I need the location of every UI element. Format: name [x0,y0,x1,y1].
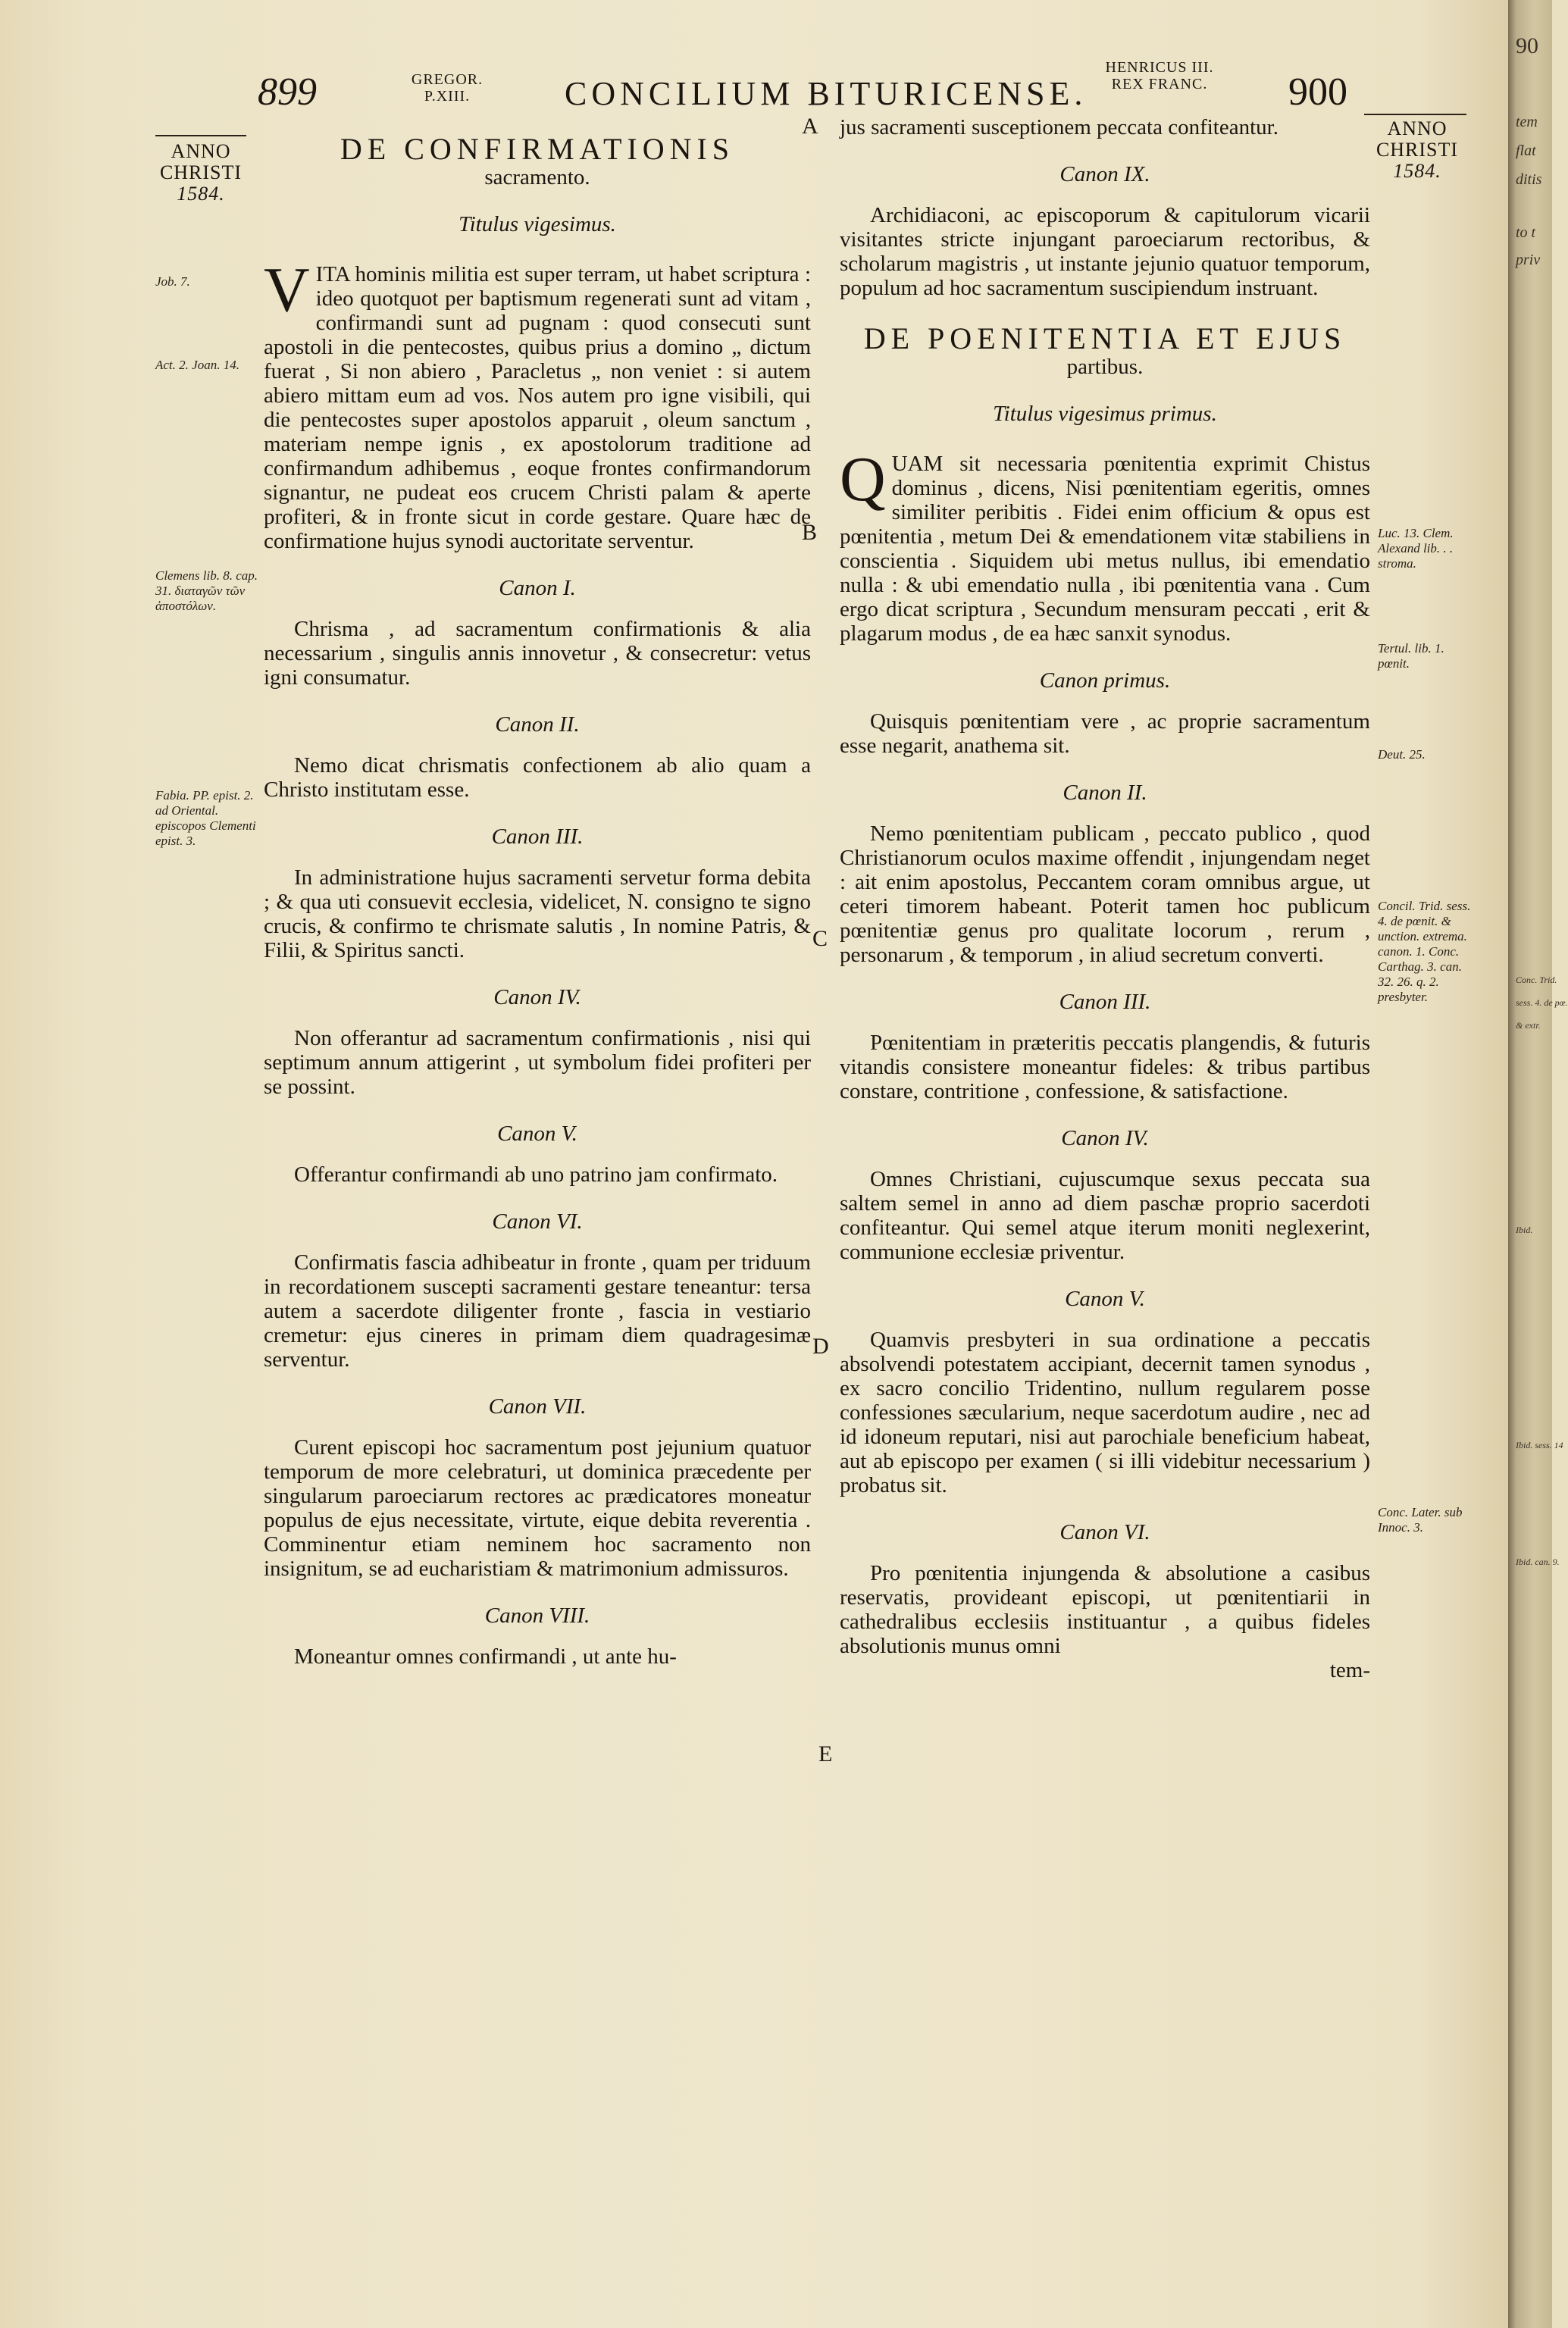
margin-note: Clemens lib. 8. cap. 31. διαταγῶν τῶν ἀποστόλων. [155,568,258,613]
canon-heading: Canon IV. [493,985,581,1009]
page-number-left: 899 [258,70,317,114]
margin-year-left [152,141,250,205]
canon-text: Offerantur confirmandi ab uno patrino jam confirmato. [294,1162,778,1187]
next-page-fragment: sess. 4. de pœ. [1516,997,1568,1008]
section-subtitle: partibus. [1066,355,1144,379]
next-page-fragment: Ibid. can. 9. [1516,1557,1560,1567]
christi-label: CHRISTI [159,161,243,183]
next-page-fragment: & extr. [1516,1020,1541,1031]
pope-label [394,71,500,105]
canon-heading: Canon III. [491,824,584,849]
left-column [264,133,811,1669]
section-letter: B [802,520,818,545]
canon-text: Non offerantur ad sacramentum confirmationis , nisi qui septimum annum attigerint , ut symbolum fidei profiteri per se possint. [264,1026,811,1099]
margin-note: Job. 7. [155,274,190,289]
section-letter: C [812,926,828,951]
canon-heading: Canon I. [499,576,576,600]
drop-cap: V [264,255,310,325]
next-page-fragment: Conc. Trid. [1516,975,1557,985]
margin-note: Luc. 13. Clem. Alexand lib. . . stroma. [1378,526,1454,571]
pope-name: GREGOR. [411,71,484,88]
canon-text: Quisquis pœnitentiam vere , ac proprie sacramentum esse negarit, anathema sit. [840,709,1370,758]
intro-paragraph [264,255,811,553]
drop-cap: Q [840,444,886,515]
margin-note: Deut. 25. [1378,747,1426,762]
next-page-fragment: flat [1516,142,1536,159]
margin-note: Concil. Trid. sess. 4. de pœnit. & unction. extrema. canon. 1. Conc. Carthag. 3. can. 32. 26. q. 2. presbyter. [1378,899,1471,1004]
canon-heading: Canon VI. [1059,1520,1150,1544]
canon-text: Curent episcopi hoc sacramentum post jejunium quatuor temporum de more celebraturi, ut dominica præcedente per singularum paroeciarum rectores ac prædicatores moneatur populus de ejus necessitate, virtute, eique debita reverentia . Comminentur etiam neminem hoc sacramento non insignitum, se ad eucharistiam & matrimonium admissuros. [264,1435,811,1581]
page-number-right: 900 [1288,70,1347,114]
canon-heading: Canon VII. [488,1394,587,1419]
canon-heading: Canon primus. [1039,668,1171,693]
canon-heading: Canon IX. [1059,162,1150,186]
canon-heading: Canon II. [1063,781,1147,805]
canon-heading: Canon VIII. [484,1604,590,1628]
canon-text: Nemo dicat chrismatis confectionem ab alio quam a Christo institutam esse. [264,753,811,802]
next-page-fragment: Ibid. [1516,1225,1533,1235]
year-label: 1584. [1393,160,1441,182]
canon-text: Omnes Christiani, cujuscumque sexus peccata sua saltem semel in anno ad diem paschæ proprio sacerdoti confiteantur. Qui semel atque iterum moniti neglexerint, communione ecclesiæ priventur. [840,1167,1370,1264]
canon-text: Pro pœnitentia injungenda & absolutione a casibus reservatis, provideant episcopi, ut pœnitentiarii in cathedralibus ecclesiis instituantur , a quibus fideles absolutionis munus omni [840,1561,1370,1658]
canon-text: In administratione hujus sacramenti servetur forma debita ; & qua uti consuevit ecclesia, videlicet, N. consigno te signo crucis, & confirmo te chrismate salutis , In nomine Patris, & Filii, & Spiritus sancti. [264,865,811,962]
king-name: HENRICUS III. [1105,59,1214,76]
next-page-edge [1508,0,1568,2328]
titulus-heading: Titulus vigesimus. [459,212,616,236]
section-subtitle: sacramento. [484,165,590,189]
king-title: REX FRANC. [1111,76,1208,92]
running-title: CONCILIUM BITURICENSE. [565,75,1088,112]
intro-paragraph [840,444,1370,646]
canon-heading: Canon III. [1059,990,1151,1014]
margin-rule-right [1364,114,1466,115]
canon-heading: Canon IV. [1061,1126,1149,1150]
canon-heading: Canon VI. [492,1209,583,1234]
next-page-fragment: priv [1516,252,1541,268]
titulus-heading: Titulus vigesimus primus. [993,402,1217,426]
next-page-fragment: tem [1516,114,1538,130]
intro-text: ITA hominis militia est super terram, ut habet scriptura : ideo quotquot per baptismum regenerati sunt ad vitam , confirmandi sunt ad pugnam : quod consecuti sunt apostoli in die pentecostes, quibus prius a domino „ dictum fuerat , Si non abiero , Paracletus „ non veniet : si autem abiero mittam eum ad vos. Nos autem pro igne visibili, qui die pentecostes super apostolos apparuit , oleum sanctum , materiam nempe ignis , ex apostolorum traditione ad confirmandum adhibemus , eoque frontes confirmandorum signantur, ne pudeat eos crucem Christi palam & aperte profiteri, & in fronte sicut in corde gestare. Quare hæc de confirmatione hujus synodi auctoritate serventur. [264,262,811,553]
canon-heading: Canon II. [495,712,580,737]
next-page-fragment: ditis [1516,171,1542,188]
anno-label: ANNO [171,140,231,162]
canon-text: Moneantur omnes confirmandi , ut ante hu- [294,1644,677,1669]
canon-text: Nemo pœnitentiam publicam , peccato publico , quod Christianorum oculos maxime offendit , injungendam neget : ait enim apostolus, Peccantem coram omnibus argue, ut ceteri timorem habeant. Poterit tamen hoc publicum pœnitentiæ genus pro qualitate locorum , rerum , personarum , & temporum , in aliud secretum converti. [840,821,1370,967]
next-page-fragment: to t [1516,224,1536,241]
section-letter: D [812,1334,829,1359]
king-label [1091,59,1228,92]
margin-note: Fabia. PP. epist. 2. ad Oriental. episcopos Clementi epist. 3. [155,788,256,848]
margin-note: Conc. Later. sub Innoc. 3. [1378,1505,1463,1535]
canon-text: Quamvis presbyteri in sua ordinatione a peccatis absolvendi potestatem accipiant, decernit tamen synodus , ex sacro concilio Tridentino, nullum regularem posse confessiones sæcularium, neque sacerdotum audire , nec ad id idoneum reputari, nisi aut parochiale beneficium habeat, aut ab episcopo per examen ( si illi videbitur necessarium ) probatus sit. [840,1328,1370,1497]
next-page-fragment: 90 [1516,33,1538,58]
canon-text: Confirmatis fascia adhibeatur in fronte , quam per triduum in recordationem suscepti sacramenti gestare teneantur: tersa autem a sacerdote diligenter fronte , fascia in vestiario cremetur: ejus cineres in primam diem quadragesimæ serventur. [264,1250,811,1372]
canon-text: Chrisma , ad sacramentum confirmationis & alia necessarium , singulis annis innovetur , & consecretur: vetus igni consumatur. [264,617,811,690]
section-title: DE POENITENTIA ET EJUS [863,321,1347,355]
anno-label: ANNO [1387,117,1448,139]
canon-text: Pœnitentiam in præteritis peccatis plangendis, & futuris vitandis consistere moneantur fideles: & tribus partibus constare, contritione , confessione, & satisfactione. [840,1031,1370,1103]
canon-heading: Canon V. [497,1122,577,1146]
margin-rule-left [155,135,246,136]
continuation-text: jus sacramenti susceptionem peccata confiteantur. [840,115,1278,139]
next-page-fragment: Ibid. sess. 14 [1516,1440,1563,1450]
section-letter: E [818,1741,833,1766]
canon-heading: Canon V. [1065,1287,1145,1311]
catchword: tem- [1329,1658,1370,1682]
section-letter: A [802,114,818,139]
canon-text: Archidiaconi, ac episcoporum & capitulorum vicarii visitantes stricte injungant paroeciarum rectoribus, & scholarum magistris , ut instante jejunio quatuor temporum, populum ad hoc sacramentum suscipiendum instruant. [840,203,1370,300]
christi-label: CHRISTI [1376,139,1459,161]
year-label: 1584. [177,183,225,205]
section-title: DE CONFIRMATIONIS [340,132,735,166]
pope-number: P.XIII. [424,88,471,105]
right-column [840,115,1370,1682]
page-header [0,61,1508,121]
margin-note: Act. 2. Joan. 14. [155,358,239,372]
intro-text: UAM sit necessaria pœnitentia exprimit Chistus dominus , dicens, Nisi pœnitentiam egeritis, omnes similiter peribitis . Fidei enim officium & opus est pœnitentia , metum Dei & emendationem vitæ stabiliens in conscientia . Siquidem ubi metus nullus, ibi emendatio nulla : & ubi emendatio nulla , ibi pœnitentia vana . Cum ergo dicat scriptura , Secundum mensuram peccati , erit & plagarum modus , de ea hæc sanxit synodus. [840,452,1370,646]
margin-year-right [1364,118,1470,182]
margin-note: Tertul. lib. 1. pœnit. [1378,641,1444,671]
